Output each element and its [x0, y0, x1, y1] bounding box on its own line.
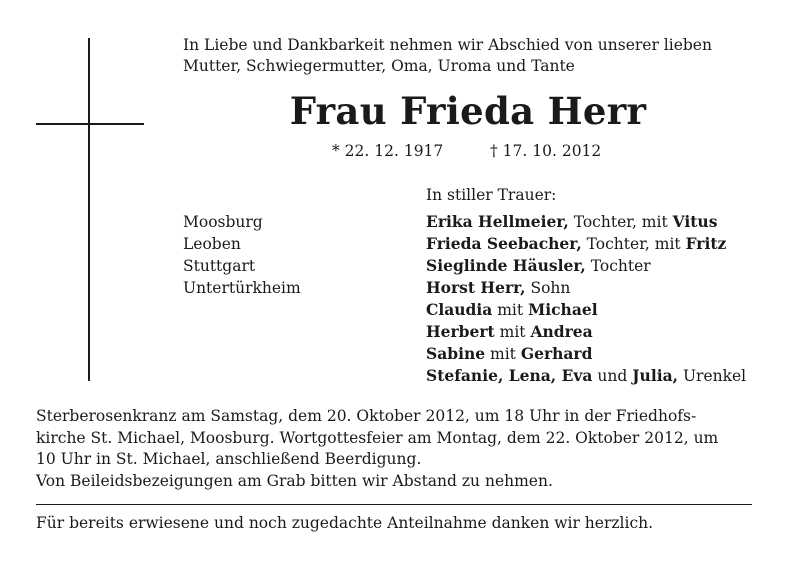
mourner-name: Gerhard — [520, 344, 593, 363]
intro-text — [183, 35, 773, 77]
service-details — [36, 406, 756, 492]
thanks-text: Für bereits erwiesene und noch zugedachte Anteilnahme danken wir herzlich. — [36, 514, 654, 532]
mourner-relation: mit — [492, 301, 529, 319]
mourner-item — [426, 255, 746, 277]
mourner-name: Fritz — [685, 234, 727, 253]
intro-line: In Liebe und Dankbarkeit nehmen wir Abschied von unserer lieben — [183, 36, 712, 54]
mourner-relation: Tochter, mit — [568, 213, 673, 231]
mourner-item — [426, 277, 746, 299]
place-item: Leoben — [183, 235, 241, 253]
service-line: kirche St. Michael, Moosburg. Wortgottesfeier am Montag, dem 22. Oktober 2012, um — [36, 428, 719, 447]
places-list — [183, 211, 301, 299]
mourner-name: Claudia — [426, 300, 493, 319]
mourner-relation: mit — [494, 323, 531, 341]
mourner-name: Julia, — [632, 366, 679, 385]
mourner-item — [426, 365, 746, 387]
mourner-name: Herbert — [426, 322, 495, 341]
mourner-name: Michael — [528, 300, 598, 319]
mourner-name: Horst Herr, — [426, 278, 526, 297]
mourner-item — [426, 233, 746, 255]
mourners-list — [426, 211, 746, 387]
birth-date: * 22. 12. 1917 — [332, 142, 444, 160]
deceased-name: Frau Frieda Herr — [289, 89, 647, 133]
service-line: Sterberosenkranz am Samstag, dem 20. Oktober 2012, um 18 Uhr in der Friedhofs- — [36, 407, 697, 425]
mourner-name: Andrea — [530, 322, 593, 341]
mourner-item — [426, 343, 746, 365]
cross-icon-vertical — [88, 38, 90, 381]
divider — [36, 504, 752, 505]
mourner-name: Vitus — [672, 212, 718, 231]
mourner-relation: Tochter — [585, 257, 651, 275]
cross-icon-horizontal — [36, 123, 144, 125]
service-line: Von Beileidsbezeigungen am Grab bitten wir Abstand zu nehmen. — [36, 471, 553, 490]
place-item: Stuttgart — [183, 257, 256, 275]
service-line: 10 Uhr in St. Michael, anschließend Beerdigung. — [36, 450, 422, 468]
mourner-name: Sieglinde Häusler, — [426, 256, 586, 275]
mourner-name: Sabine — [426, 344, 486, 363]
place-item: Untertürkheim — [183, 279, 301, 297]
mourner-name: Erika Hellmeier, — [426, 212, 569, 231]
mourner-name: Stefanie, Lena, Eva — [426, 366, 593, 385]
mourning-label: In stiller Trauer: — [426, 186, 557, 204]
mourner-item — [426, 321, 746, 343]
mourner-relation: Tochter, mit — [581, 235, 686, 253]
mourner-relation: Urenkel — [678, 367, 747, 385]
mourner-item — [426, 211, 746, 233]
mourner-item — [426, 299, 746, 321]
mourner-relation: und — [592, 367, 633, 385]
mourner-name: Frieda Seebacher, — [426, 234, 582, 253]
death-date: † 17. 10. 2012 — [490, 142, 602, 160]
place-item: Moosburg — [183, 213, 263, 231]
mourner-relation: Sohn — [525, 279, 571, 297]
intro-line: Mutter, Schwiegermutter, Oma, Uroma und Tante — [183, 57, 575, 75]
mourner-relation: mit — [485, 345, 521, 363]
